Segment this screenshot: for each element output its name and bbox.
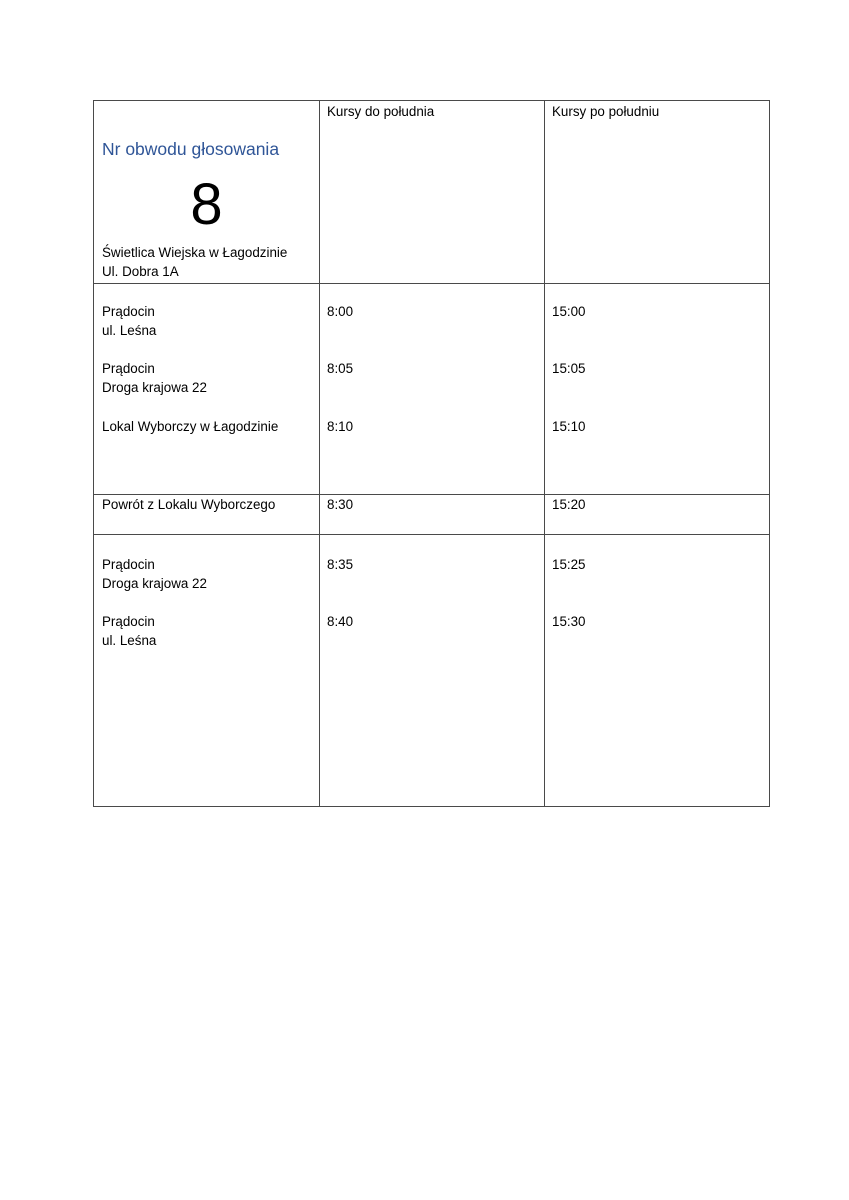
stop-street: ul. Leśna bbox=[102, 323, 157, 338]
stop-street: ul. Leśna bbox=[102, 633, 157, 648]
header-afternoon: Kursy po południu bbox=[552, 104, 660, 119]
afternoon-time: 15:00 bbox=[552, 304, 586, 319]
stop-street: Droga krajowa 22 bbox=[102, 576, 207, 591]
morning-time: 8:05 bbox=[327, 361, 354, 376]
afternoon-time: 15:05 bbox=[552, 361, 586, 376]
stop-name: Prądocin bbox=[102, 361, 155, 376]
timetable bbox=[93, 100, 770, 807]
row-divider bbox=[94, 283, 769, 284]
return-label: Powrót z Lokalu Wyborczego bbox=[102, 497, 276, 512]
location-address: Ul. Dobra 1A bbox=[102, 264, 179, 279]
row-divider bbox=[94, 534, 769, 535]
afternoon-time: 15:10 bbox=[552, 419, 586, 434]
afternoon-time: 15:25 bbox=[552, 557, 586, 572]
stop-name: Prądocin bbox=[102, 557, 155, 572]
stop-name: Prądocin bbox=[102, 614, 155, 629]
return-morning-time: 8:30 bbox=[327, 497, 354, 512]
morning-time: 8:35 bbox=[327, 557, 354, 572]
stop-street: Droga krajowa 22 bbox=[102, 380, 207, 395]
precinct-number: 8 bbox=[190, 172, 223, 237]
stop-name: Prądocin bbox=[102, 304, 155, 319]
location-name: Świetlica Wiejska w Łagodzinie bbox=[102, 245, 288, 260]
morning-time: 8:10 bbox=[327, 419, 354, 434]
morning-time: 8:00 bbox=[327, 304, 354, 319]
column-divider bbox=[319, 101, 320, 806]
precinct-label: Nr obwodu głosowania bbox=[102, 139, 280, 159]
column-divider bbox=[544, 101, 545, 806]
return-afternoon-time: 15:20 bbox=[552, 497, 586, 512]
afternoon-time: 15:30 bbox=[552, 614, 586, 629]
header-morning: Kursy do południa bbox=[327, 104, 435, 119]
stop-name: Lokal Wyborczy w Łagodzinie bbox=[102, 419, 279, 434]
morning-time: 8:40 bbox=[327, 614, 354, 629]
